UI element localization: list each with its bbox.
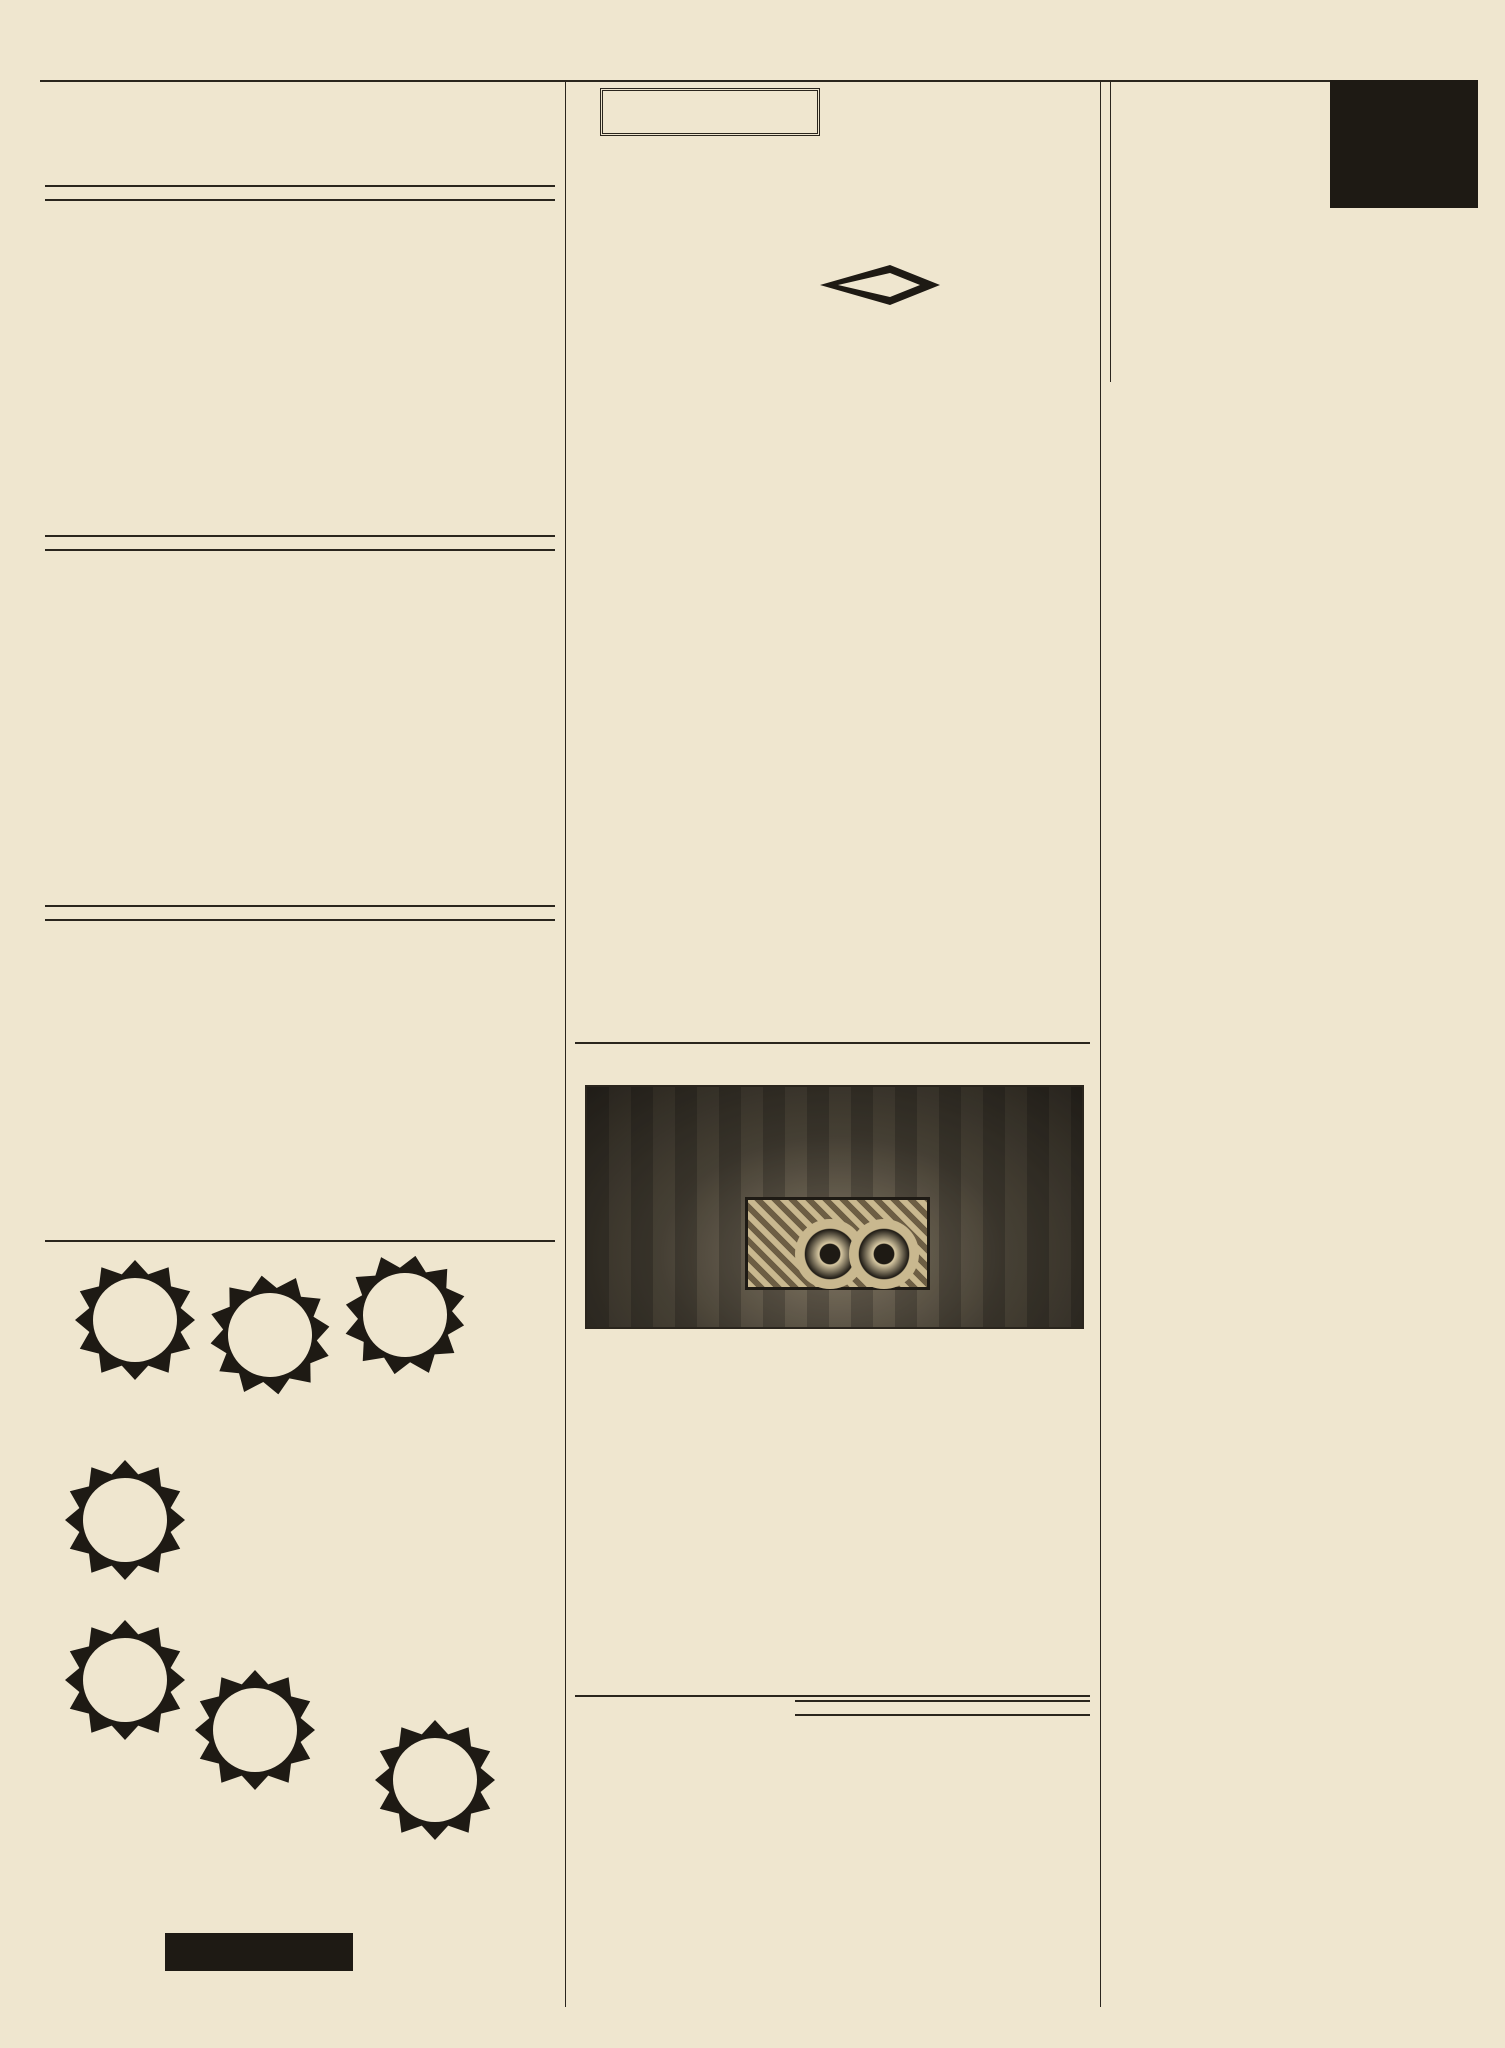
- history-column: [575, 615, 805, 1035]
- history-column: [830, 650, 1090, 1030]
- section-rule: [575, 1695, 1090, 1697]
- tender-notice-1: [45, 185, 555, 530]
- ad-letter: [65, 1620, 185, 1740]
- column-divider: [565, 82, 566, 2007]
- auction-notice: [45, 905, 555, 1235]
- news-photo: [585, 1085, 1084, 1329]
- persepolis-body: [795, 1425, 1090, 1590]
- tender-title: [45, 185, 555, 201]
- ad-letter: [75, 1260, 195, 1380]
- ad-letter: [65, 1460, 185, 1580]
- ad-letter: [195, 1670, 315, 1790]
- company-founded: [65, 1998, 365, 2010]
- story-body: [1115, 270, 1475, 1600]
- column-divider: [1100, 82, 1101, 2007]
- history-column: [830, 325, 1090, 615]
- ad-letter: [375, 1720, 495, 1840]
- tender-body: [795, 1750, 1090, 1955]
- tender-notice-3: [795, 1700, 1090, 1722]
- jubilan-text: [65, 1780, 365, 1875]
- auction-title: [45, 905, 555, 921]
- ad-body: [205, 1515, 545, 1685]
- column-masthead: [1330, 80, 1478, 208]
- ad-contact: [65, 1965, 535, 1983]
- section-rule: [575, 1042, 1090, 1044]
- cinema-body: [575, 1730, 785, 2000]
- history-banner: [600, 88, 820, 136]
- nichibo-advertisement: [45, 1250, 555, 2010]
- arrow-ornament: [820, 255, 940, 315]
- photo-caption: [580, 1330, 1085, 1370]
- ad-letter: [202, 1267, 338, 1403]
- brand-logo: [247, 1393, 444, 1428]
- tender-title: [45, 535, 555, 551]
- side-note: [575, 1375, 785, 1690]
- thanks-notice: [45, 88, 555, 183]
- tender-title: [795, 1700, 1090, 1716]
- ad-divider: [45, 1240, 555, 1242]
- ad-letter: [335, 1250, 474, 1385]
- tender-notice-2: [45, 535, 555, 900]
- history-column: [575, 265, 805, 605]
- phone-box: [1110, 82, 1325, 382]
